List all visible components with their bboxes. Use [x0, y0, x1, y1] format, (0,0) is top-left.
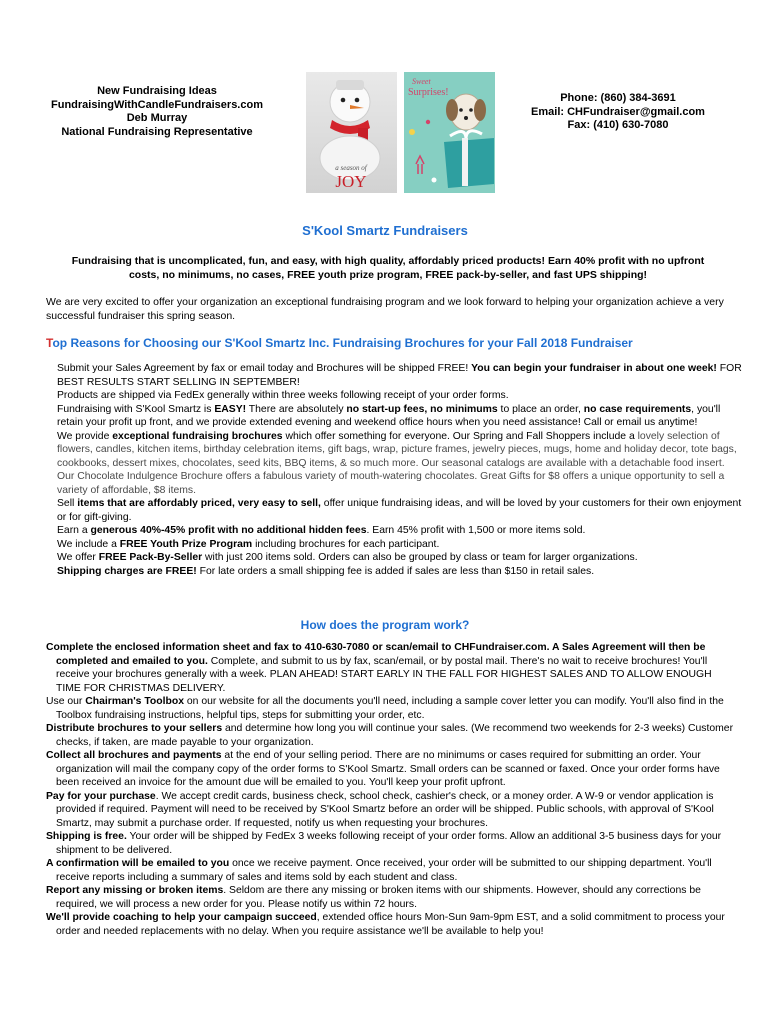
- reasons-list: [57, 362, 747, 578]
- reason-item: Submit your Sales Agreement by fax or email today and Brochures will be shipped FREE! You can begin your fundraiser in about one week! FOR BEST RESULTS START SELLING IN SEPTEMBER!: [57, 363, 742, 388]
- intro-tagline: Fundraising that is uncomplicated, fun, and easy, with high quality, affordably priced products! Earn 40% profit with no upfront costs, no minimums, no cases, FREE youth prize program, FREE pack-by-seller, and fast UPS shipping!: [71, 255, 705, 281]
- program-steps: [46, 641, 736, 938]
- dog-caption-big: Surprises!: [408, 87, 449, 98]
- header-website: FundraisingWithCandleFundraisers.com: [51, 98, 263, 111]
- header-line: New Fundraising Ideas: [97, 85, 217, 97]
- email-address: Email: CHFundraiser@gmail.com: [531, 105, 705, 118]
- reason-item: Shipping charges are FREE! For late orders a small shipping fee is added if sales are less than $150 in retail sales.: [57, 565, 595, 577]
- snowman-illustration: [306, 72, 397, 193]
- header-name: Deb Murray: [126, 112, 188, 124]
- step-item: Report any missing or broken items. Seldom are there any missing or broken items with our shipments. However, should any corrections be required, we will process a new order for you. Please notify us within 72 hours.: [46, 885, 701, 910]
- reason-item: Products are shipped via FedEx generally within three weeks following receipt of your order forms.: [57, 390, 509, 401]
- step-item: We'll provide coaching to help your campaign succeed, extended office hours Mon-Sun 9am-9pm EST, and a solid commitment to process your order and needed replacements with no delay. When you require assistance we'll be available to help you!: [46, 912, 725, 937]
- reasons-heading: [46, 336, 746, 350]
- step-item: Use our Chairman's Toolbox on our website for all the documents you'll need, including a sample cover letter you can modify. You'll also find in the Toolbox fundraising instructions, helpful tips, steps for submitting your order, etc.: [46, 696, 724, 721]
- contact-block-right: [522, 92, 714, 133]
- how-it-works-heading: How does the program work?: [300, 618, 470, 632]
- reason-item: We provide exceptional fundraising brochures which offer something for everyone. Our Spring and Fall Shoppers include a lovely selection of flowers, candles, kitchen items, birthday celebration items, gift bags, wrap, picture frames, jewelry pieces, mugs, home and holiday decor, tote bags, cookbooks, dessert mixes, chocolates, seed kits, BBQ items, & so much more. Our seasonal catalogs are available with a detachable food insert.: [57, 430, 737, 469]
- reason-item: Our Chocolate Indulgence Brochure offers a fabulous variety of mouth-watering chocolates. Great Gifts for $8 offers a unique opportunity to sell a variety of affordable, $8 items.: [57, 471, 725, 496]
- step-item: Shipping is free. Your order will be shipped by FedEx 3 weeks following receipt of your order forms. Allow an additional 3-5 business days for your shipment to be delivered.: [46, 831, 722, 856]
- reasons-heading-first-letter: T: [46, 336, 53, 350]
- puppy-brochure-image: [404, 72, 495, 193]
- reason-item: Fundraising with S'Kool Smartz is EASY! There are absolutely no start-up fees, no minimums to place an order, no case requirements, you'll retain your profit up front, and we provide extended evening and weekend office hours when you need assistance! Call or email us anytime!: [57, 403, 721, 428]
- reason-item: Sell items that are affordably priced, very easy to sell, offer unique fundraising ideas, and will be loved by your customers for their own enjoyment or for gift-giving.: [57, 498, 742, 523]
- snowman-brochure-image: [306, 72, 397, 193]
- step-item: Distribute brochures to your sellers and determine how long you will continue your sales. (We recommend two weekends for 2-3 weeks) Customer checks, if taken, are made payable to your organization.: [46, 723, 734, 748]
- contact-block-left: [46, 85, 268, 139]
- reasons-heading-rest: op Reasons for Choosing our S'Kool Smartz Inc. Fundraising Brochures for your Fall 2018 Fundraiser: [52, 336, 633, 350]
- puppy-illustration: [404, 72, 495, 193]
- step-item: A confirmation will be emailed to you once we receive payment. Once received, your order will be submitted to our shipping department. You'll receive reports including a summary of sales and items sold by each student and class.: [46, 858, 712, 883]
- step-item: Collect all brochures and payments at the end of your selling period. There are no minimums or cases required for submitting an order. Your organization will mail the company copy of the order forms to S'Kool Smartz. Small orders can be scanned or faxed. Once your order forms have been received an invoice for the amount due will be emailed to you. You'll keep your profit upfront.: [46, 750, 720, 788]
- intro-paragraph: We are very excited to offer your organization an exceptional fundraising program and we look forward to helping your organization achieve a very successful fundraiser this spring season.: [46, 296, 724, 322]
- step-item: Complete the enclosed information sheet and fax to 410-630-7080 or scan/email to CHFundraiser.com. A Sales Agreement will then be completed and emailed to you. Complete, and submit to us by fax, scan/email, or by postal mail. There's no wait to receive brochures! You'll receive your brochures generally with a week. PLAN AHEAD! START EARLY IN THE FALL FOR HIGHEST SALES AND TO ALLOW ENOUGH TIME FOR CHRISTMAS DELIVERY.: [46, 642, 712, 694]
- page-title: S'Kool Smartz Fundraisers: [302, 223, 468, 238]
- snowman-caption-script: a season of: [335, 164, 367, 172]
- reason-item: We offer FREE Pack-By-Seller with just 200 items sold. Orders can also be grouped by class or team for larger organizations.: [57, 552, 638, 563]
- reason-item: We include a FREE Youth Prize Program including brochures for each participant.: [57, 538, 440, 550]
- fax-number: Fax: (410) 630-7080: [567, 119, 669, 131]
- snowman-caption-joy: JOY: [335, 172, 367, 191]
- header-role: National Fundraising Representative: [61, 125, 253, 138]
- reason-item: Earn a generous 40%-45% profit with no additional hidden fees. Earn 45% profit with 1,500 or more items sold.: [57, 525, 586, 536]
- dog-caption-script: Sweet: [412, 77, 431, 86]
- phone-number: Phone: (860) 384-3691: [560, 92, 676, 104]
- step-item: Pay for your purchase. We accept credit cards, business check, school check, cashier's check, or a money order. A W-9 or vendor application is provided if required. Payment will need to be received by S'Kool Smartz before an order will be shipped. Public schools, with approval of S'Kool Smartz, may submit a purchase order. If requested, notify us when requesting your brochures.: [46, 790, 714, 829]
